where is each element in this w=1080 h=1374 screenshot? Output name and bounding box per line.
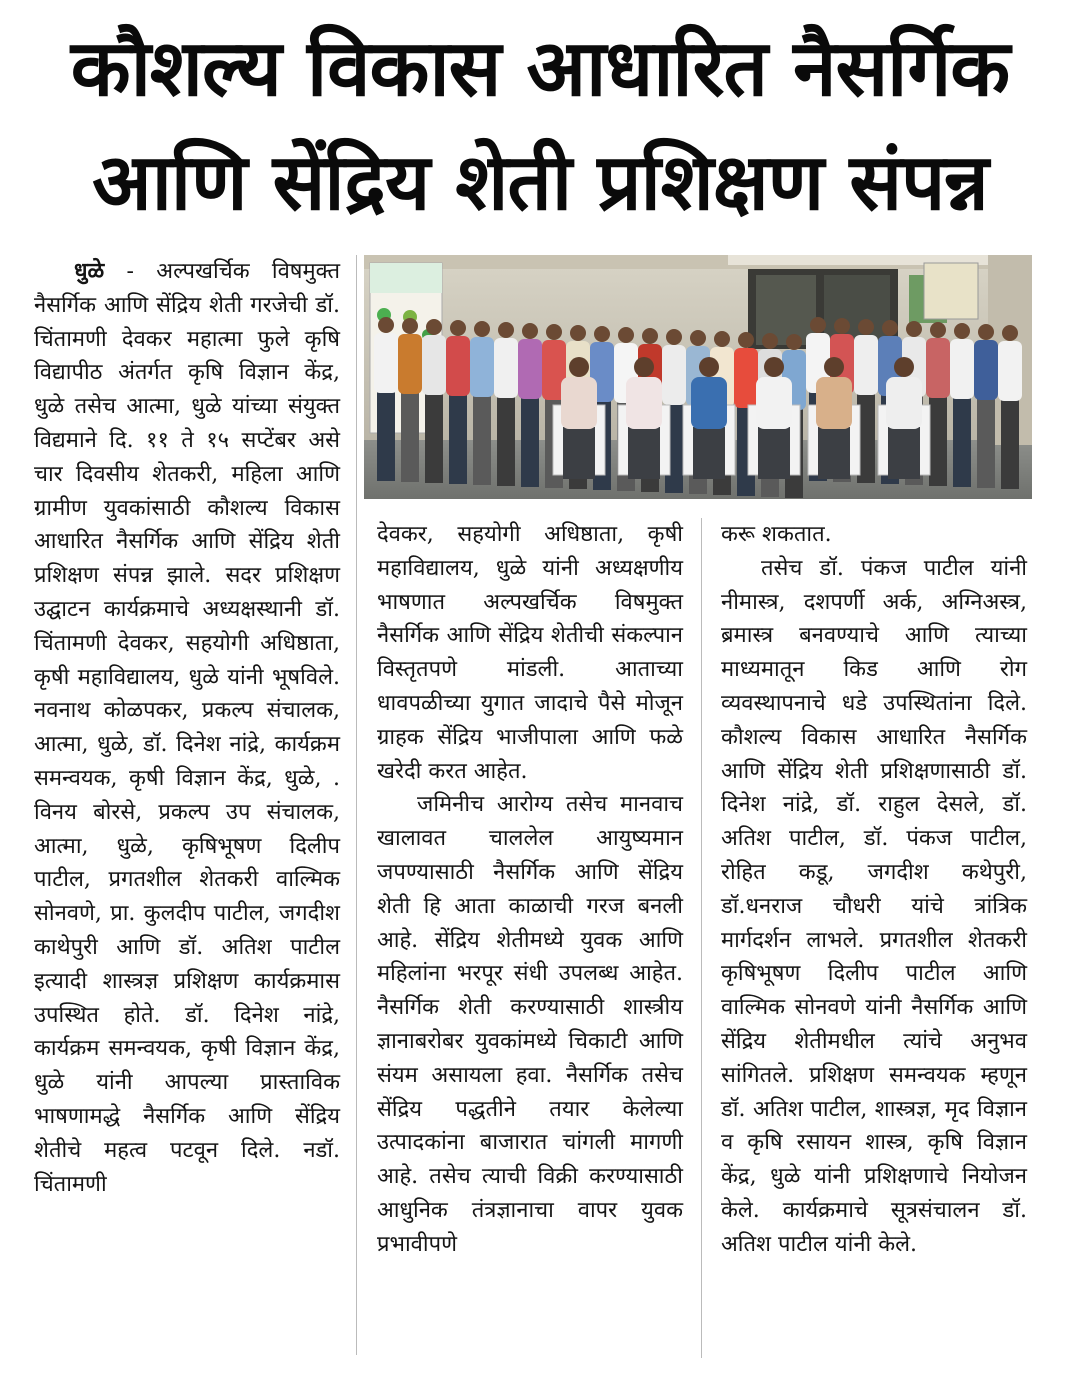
column-2-paragraph-2: जमिनीच आरोग्य तसेच मानवाच खालावत चाललेल आयुष्यमान जपण्यासाठी नैसर्गिक आणि सेंद्रिय शेती हि आता काळाची गरज बनली आहे. सेंद्रिय शेतीमध्ये युवक आणि महिलांना भरपूर संधी उपलब्ध आहेत. नैसर्गिक शेती करण्यासाठी शास्त्रीय ज्ञानाबरोबर युवकांमध्ये चिकाटी आणि संयम असायला हवा. नैसर्गिक तसेच सेंद्रिय पद्धतीने तयार केलेल्या उत्पादकांना बाजारात चांगली मागणी आहे. तसेच त्याची विक्री करण्यासाठी आधुनिक तंत्रज्ञानाचा वापर युवक प्रभावीपणे — [377, 792, 683, 1257]
column-2-paragraph-1: देवकर, सहयोगी अधिष्ठाता, कृषी महाविद्यालय, धुळे यांनी अध्यक्षणीय भाषणात अल्पखर्चिक विषमुक्त नैसर्गिक आणि सेंद्रिय शेतीची संकल्पान विस्तृतपणे मांडली. आताच्या धावपळीच्या युगात जादाचे पैसे मोजून ग्राहक सेंद्रिय भाजीपाला आणि फळे खरेदी करत आहेत. — [377, 522, 683, 784]
headline-line-2: आणि सेंद्रिय शेती प्रशिक्षण संपन्न — [92, 138, 988, 228]
column-divider-2 — [701, 518, 702, 1358]
dateline: धुळे — [74, 258, 105, 284]
column-1-text: अल्पखर्चिक विषमुक्त नैसर्गिक आणि सेंद्रिय शेती गरजेची डॉ. चिंतामणी देवकर महात्मा फुले कृषि विद्यापीठ अंतर्गत कृषि विज्ञान केंद्र, धुळे तसेच आत्मा, धुळे यांच्या संयुक्त विद्यमाने दि. ११ ते १५ सप्टेंबर असे चार दिवसीय शेतकरी, महिला आणि ग्रामीण युवकांसाठी कौशल्य विकास आधारित नैसर्गिक आणि सेंद्रिय शेती प्रशिक्षण संपन्न झाले. सदर प्रशिक्षण उद्घाटन कार्यक्रमाचे अध्यक्षस्थानी डॉ. चिंतामणी देवकर, सहयोगी अधिष्ठाता, कृषी महाविद्यालय, धुळे यांनी भूषविले. नवनाथ कोळपकर, प्रकल्प संचालक, आत्मा, धुळे, डॉ. दिनेश नांद्रे, कार्यक्रम समन्वयक, कृषी विज्ञान केंद्र, धुळे, . विनय बोरसे, प्रकल्प उप संचालक, आत्मा, धुळे, कृषिभूषण दिलीप पाटील, प्रगतशील शेतकरी वाल्मिक सोनवणे, प्रा. कुलदीप पाटील, जगदीश काथेपुरी आणि डॉ. अतिश पाटील इत्यादी शास्त्रज्ञ प्रशिक्षण कार्यक्रमास उपस्थित होते. डॉ. दिनेश नांद्रे, कार्यक्रम समन्वयक, कृषी विज्ञान केंद्र, धुळे यांनी आपल्या प्रास्ताविक भाषणामद्धे नैसर्गिक आणि सेंद्रिय शेतीचे महत्व पटवून दिले. नडॉ. चिंतामणी — [34, 259, 341, 1197]
group-photo-illustration — [364, 255, 1032, 499]
column-divider-1 — [356, 255, 357, 1355]
article-column-2 — [377, 518, 683, 1262]
headline-line-1: कौशल्य विकास आधारित नैसर्गिक — [70, 24, 1010, 114]
dateline-dash: - — [104, 259, 157, 284]
column-3-paragraph-2: तसेच डॉ. पंकज पाटील यांनी नीमास्त्र, दशपर्णी अर्क, अग्निअस्त्र, ब्रमास्त्र बनवण्याचे आणि त्याच्या माध्यमातून किड आणि रोग व्यवस्थापनाचे धडे उपस्थितांना दिले. कौशल्य विकास आधारित नैसर्गिक आणि सेंद्रिय शेती प्रशिक्षणासाठी डॉ. दिनेश नांद्रे, डॉ. राहुल देसले, डॉ. अतिश पाटील, डॉ. पंकज पाटील, रोहित कडू, जगदीश कथेपुरी, डॉ.धनराज चौधरी यांचे त्रांत्रिक मार्गदर्शन लाभले. प्रगतशील शेतकरी कृषिभूषण दिलीप पाटील आणि वाल्मिक सोनवणे यांनी नैसर्गिक आणि सेंद्रिय शेतीमधील त्यांचे अनुभव सांगितले. प्रशिक्षण समन्वयक म्हणून डॉ. अतिश पाटील, शास्त्रज्ञ, मृद विज्ञान व कृषि रसायन शास्त्र, कृषि विज्ञान केंद्र, धुळे यांनी प्रशिक्षणाचे नियोजन केले. कार्यक्रमाचे सूत्रसंचालन डॉ. अतिश पाटील यांनी केले. — [721, 555, 1027, 1257]
article-column-1 — [34, 255, 340, 1201]
column-3-paragraph-1: करू शकतात. — [721, 522, 832, 547]
article-column-3 — [721, 518, 1027, 1262]
group-photo — [364, 255, 1032, 499]
